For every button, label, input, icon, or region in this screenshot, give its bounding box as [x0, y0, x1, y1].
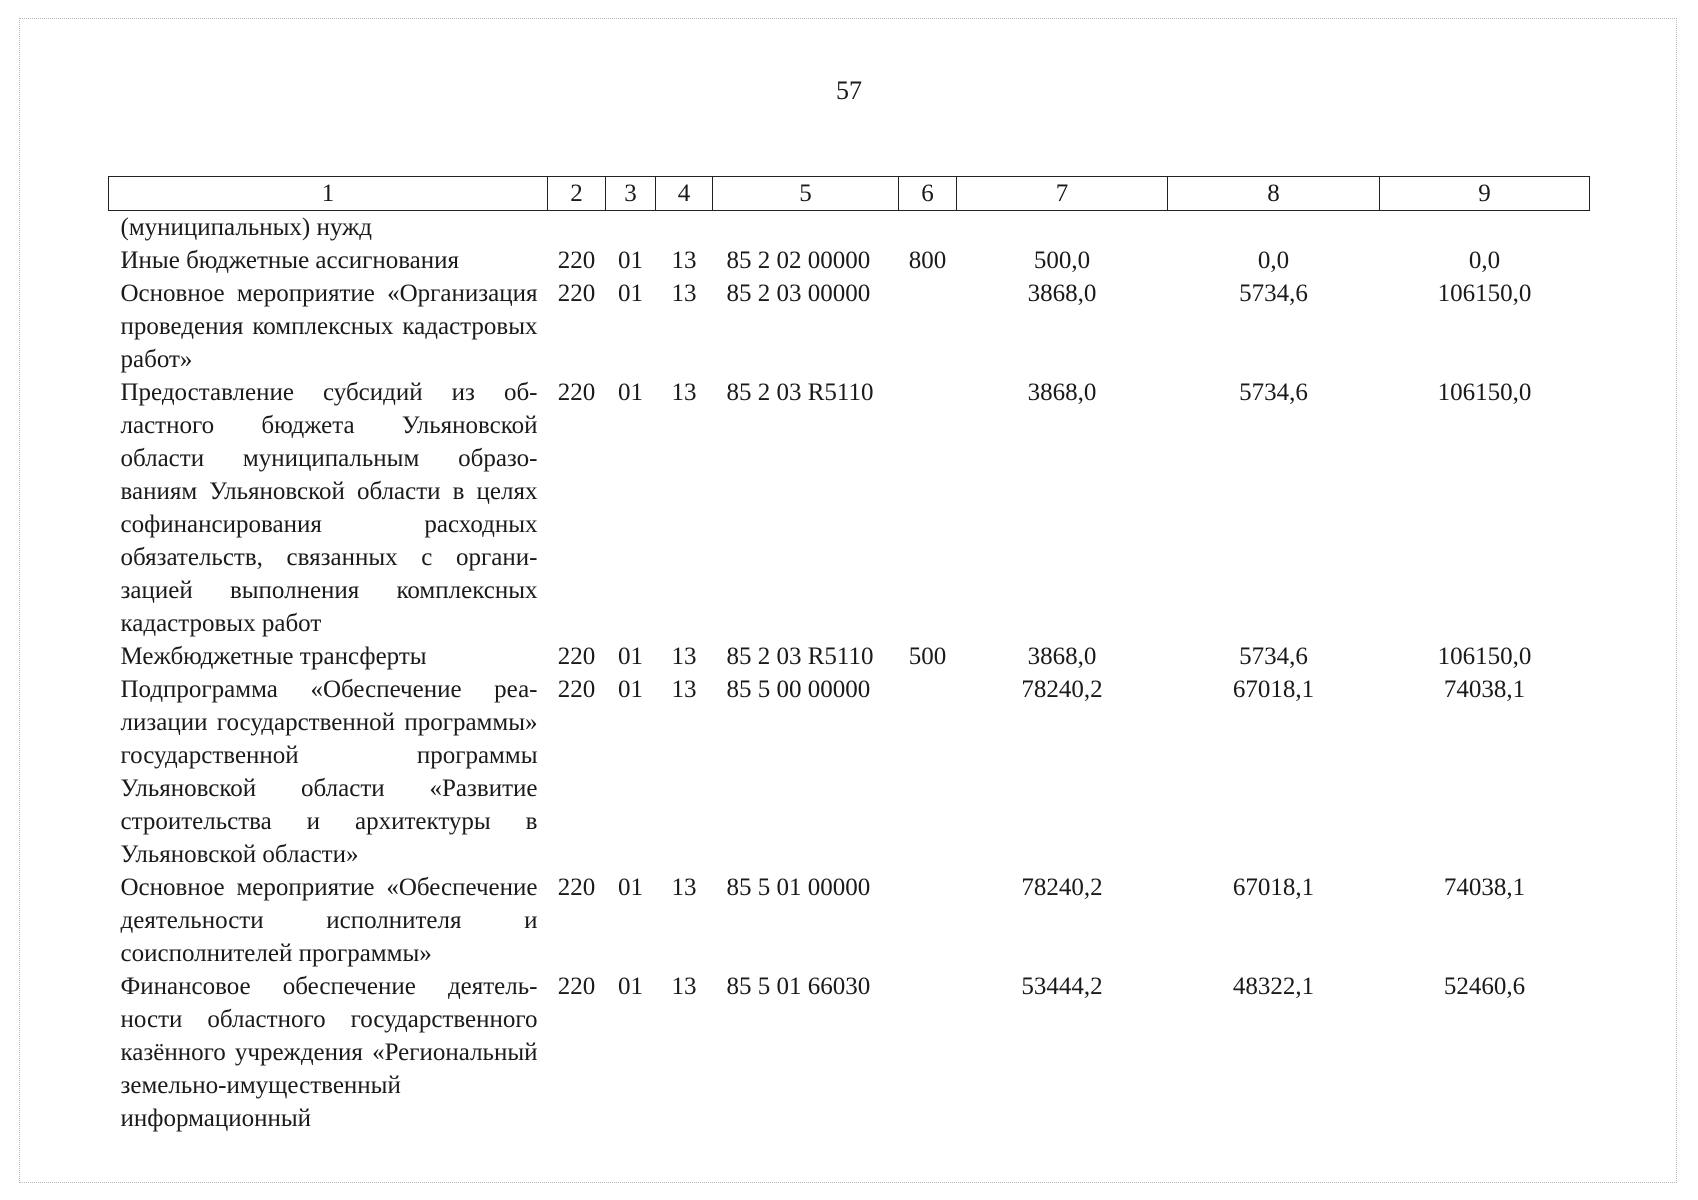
amount-col7-cell: 53444,2	[1021, 973, 1103, 1000]
section-cell: 01	[618, 973, 643, 1000]
amount-col9-cell: 74038,1	[1443, 676, 1526, 703]
section-cell: 01	[618, 379, 643, 406]
amount-col8-cell: 5734,6	[1239, 643, 1308, 670]
header-row	[109, 177, 1590, 211]
row-name-cell: (муниципальных) нужд	[120, 214, 373, 241]
section-cell: 01	[618, 643, 643, 670]
column-header: 7	[957, 177, 1168, 211]
admin-code-cell: 220	[557, 379, 596, 406]
amount-col8-cell: 5734,6	[1239, 379, 1308, 406]
section-cell: 01	[618, 676, 643, 703]
amount-col7-cell: 78240,2	[1021, 874, 1103, 901]
row-name-cell: Финансовое обеспечение деятельности областного государственного казённого учреждения «Региональный земельно-имущественный информационный	[120, 973, 538, 1132]
table-row	[109, 244, 1590, 277]
amount-col9-cell: 106150,0	[1437, 643, 1532, 670]
amount-col8-cell	[1168, 211, 1380, 245]
column-header: 4	[656, 177, 713, 211]
row-name-cell: Предоставление субсидий из областного бюджета Ульяновской области муниципальным образованиям Ульяновской области в целях софинансирования расходных обязательств, связанных с организацией выполнения комплексных кадастровых работ	[120, 379, 538, 637]
admin-code-cell: 220	[557, 676, 596, 703]
target-article-cell: 85 2 02 00000	[726, 247, 871, 274]
amount-col9-cell	[1380, 211, 1590, 245]
column-header: 9	[1380, 177, 1590, 211]
column-header: 1	[109, 177, 548, 211]
amount-col7-cell: 78240,2	[1021, 676, 1103, 703]
amount-col7-cell: 500,0	[1033, 247, 1091, 274]
admin-code-cell: 220	[557, 643, 596, 670]
table-row	[109, 640, 1590, 673]
section-cell: 01	[618, 247, 643, 274]
section-cell: 01	[618, 874, 643, 901]
admin-code-cell: 220	[557, 874, 596, 901]
amount-col9-cell: 74038,1	[1443, 874, 1526, 901]
target-article-cell: 85 2 03 R5110	[726, 379, 874, 406]
expense-type-cell: 800	[908, 247, 947, 274]
row-name-cell: Подпрограмма «Обеспечение реализации государственной программы» государственной программы Ульяновской области «Развитие строительства и архитектуры в Ульяновской области»	[120, 676, 538, 868]
row-name-cell: Основное мероприятие «Организация проведения комплексных кадастровых работ»	[120, 280, 538, 373]
amount-col9-cell: 106150,0	[1437, 280, 1532, 307]
expense-type-cell: 500	[908, 643, 947, 670]
row-name-cell: Межбюджетные трансферты	[120, 643, 427, 670]
table-row	[109, 277, 1590, 376]
admin-code-cell: 220	[557, 973, 596, 1000]
amount-col8-cell: 0,0	[1257, 247, 1290, 274]
table-row	[109, 871, 1590, 970]
subsection-cell	[656, 211, 713, 245]
table-row	[109, 211, 1590, 245]
expense-type-cell	[899, 673, 957, 871]
amount-col9-cell: 52460,6	[1443, 973, 1526, 1000]
admin-code-cell	[548, 211, 606, 245]
table-row	[109, 970, 1590, 1135]
column-header: 3	[606, 177, 656, 211]
amount-col7-cell: 3868,0	[1027, 280, 1097, 307]
table-row	[109, 376, 1590, 640]
subsection-cell: 13	[671, 643, 697, 670]
amount-col9-cell: 106150,0	[1437, 379, 1532, 406]
expense-type-cell	[899, 376, 957, 640]
target-article-cell: 85 5 00 00000	[726, 676, 871, 703]
expense-type-cell	[899, 211, 957, 245]
amount-col8-cell: 67018,1	[1232, 676, 1315, 703]
section-cell: 01	[618, 280, 643, 307]
column-header: 6	[899, 177, 957, 211]
admin-code-cell: 220	[557, 247, 596, 274]
expense-type-cell	[899, 871, 957, 970]
page-number: 57	[836, 76, 862, 105]
target-article-cell: 85 5 01 00000	[726, 874, 871, 901]
row-name-cell: Иные бюджетные ассигнования	[120, 247, 460, 274]
column-header: 8	[1168, 177, 1380, 211]
table-body	[109, 211, 1590, 1136]
target-article-cell: 85 2 03 R5110	[726, 643, 874, 670]
amount-col7-cell: 3868,0	[1027, 643, 1097, 670]
amount-col9-cell: 0,0	[1468, 247, 1501, 274]
column-header: 2	[548, 177, 606, 211]
expense-type-cell	[899, 970, 957, 1135]
row-name-cell: Основное мероприятие «Обеспечение деятельности исполнителя и соисполнителей программы»	[120, 874, 538, 967]
subsection-cell: 13	[671, 874, 697, 901]
subsection-cell: 13	[671, 676, 697, 703]
subsection-cell: 13	[671, 379, 697, 406]
section-cell	[606, 211, 656, 245]
amount-col8-cell: 48322,1	[1232, 973, 1315, 1000]
expense-type-cell	[899, 277, 957, 376]
target-article-cell	[713, 211, 899, 245]
amount-col8-cell: 5734,6	[1239, 280, 1308, 307]
target-article-cell: 85 2 03 00000	[726, 280, 871, 307]
amount-col7-cell	[957, 211, 1168, 245]
subsection-cell: 13	[671, 973, 697, 1000]
admin-code-cell: 220	[557, 280, 596, 307]
column-header: 5	[713, 177, 899, 211]
table-row	[109, 673, 1590, 871]
target-article-cell: 85 5 01 66030	[726, 973, 871, 1000]
amount-col7-cell: 3868,0	[1027, 379, 1097, 406]
amount-col8-cell: 67018,1	[1232, 874, 1315, 901]
subsection-cell: 13	[671, 247, 697, 274]
subsection-cell: 13	[671, 280, 697, 307]
budget-table	[108, 176, 1590, 1135]
